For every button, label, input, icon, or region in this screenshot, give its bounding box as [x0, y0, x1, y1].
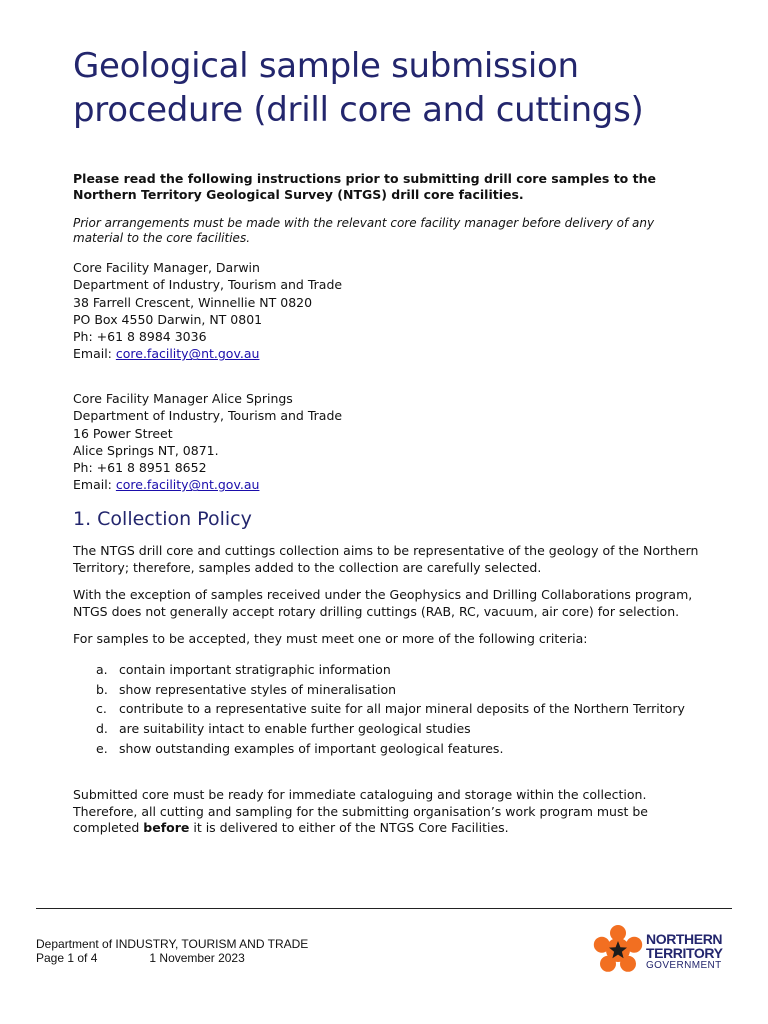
footer	[36, 937, 308, 965]
footer-department: Department of INDUSTRY, TOURISM AND TRADE	[36, 937, 309, 951]
p4-text-before: Submitted core must be ready for immediate cataloguing and storage within the collection. Therefore, all cutting and sampling for the submitting organisation’s work program must be completed	[73, 787, 648, 835]
nt-government-logo	[592, 924, 737, 976]
contact-darwin	[73, 259, 342, 363]
email-label: Email:	[73, 346, 116, 362]
email-link-alice-springs[interactable]: core.facility@nt.gov.au	[115, 477, 260, 493]
paragraph-cuttings-exception: With the exception of samples received under the Geophysics and Drilling Collaborations program, NTGS does not generally accept rotary drilling cuttings (RAB, RC, vacuum, air core) for selection.	[73, 587, 693, 619]
section-heading-collection-policy: 1. Collection Policy	[73, 508, 252, 530]
list-marker: d.	[96, 721, 108, 737]
footer-page-row	[36, 951, 308, 965]
contact-email-row	[73, 476, 342, 493]
contact-line: Core Facility Manager Alice Springs	[73, 391, 293, 406]
logo-line-government: GOVERNMENT	[646, 960, 722, 971]
email-label: Email:	[73, 477, 116, 493]
contact-line: Department of Industry, Tourism and Trade	[73, 408, 343, 424]
intro-prior-arrangements: Prior arrangements must be made with the relevant core facility manager before delivery of any material to the core facilities.	[73, 216, 655, 245]
criteria-list	[73, 660, 685, 759]
list-item	[73, 739, 685, 759]
list-item	[73, 699, 685, 719]
list-marker: a.	[96, 662, 108, 677]
list-item	[73, 719, 685, 739]
logo-line-territory: TERRITORY	[646, 945, 723, 961]
paragraph-collection-aims: The NTGS drill core and cuttings collection aims to be representative of the geology of the Northern Territory; therefore, samples added to the collection are carefully selected.	[73, 543, 699, 575]
desert-rose-icon	[592, 924, 644, 976]
p4-text-after: it is delivered to either of the NTGS Core Facilities.	[189, 820, 509, 835]
paragraph-criteria-intro: For samples to be accepted, they must meet one or more of the following criteria:	[73, 631, 588, 646]
contact-alice-springs	[73, 390, 342, 494]
list-marker: e.	[96, 740, 108, 756]
list-item	[73, 680, 685, 700]
list-item	[73, 660, 685, 680]
contact-phone: Ph: +61 8 8984 3036	[73, 329, 207, 345]
contact-line: 38 Farrell Crescent, Winnellie NT 0820	[73, 294, 313, 310]
logo-line-northern: NORTHERN	[646, 931, 723, 947]
list-item-text: show outstanding examples of important geological features.	[119, 740, 504, 756]
contact-line: Department of Industry, Tourism and Trade	[73, 277, 343, 293]
logo-wordmark	[646, 932, 723, 971]
footer-divider	[36, 908, 732, 909]
contact-email-row	[73, 345, 342, 362]
paragraph-submission-readiness	[73, 787, 703, 837]
contact-line: Alice Springs NT, 0871.	[73, 442, 219, 458]
p4-emphasis: before	[143, 820, 190, 835]
list-marker: b.	[96, 681, 108, 697]
list-item-text: contribute to a representative suite for all major mineral deposits of the Northern Territory	[119, 701, 685, 717]
contact-phone: Ph: +61 8 8951 8652	[73, 460, 207, 476]
list-item-text: contain important stratigraphic information	[119, 662, 391, 677]
intro-instructions: Please read the following instructions prior to submitting drill core samples to the Northern Territory Geological Survey (NTGS) drill core facilities.	[73, 171, 656, 202]
list-item-text: show representative styles of mineralisation	[119, 681, 397, 697]
email-link-darwin[interactable]: core.facility@nt.gov.au	[115, 346, 260, 362]
contact-line: PO Box 4550 Darwin, NT 0801	[73, 311, 263, 327]
contact-line: Core Facility Manager, Darwin	[73, 260, 260, 275]
document-title: Geological sample submission procedure (drill core and cuttings)	[73, 46, 644, 130]
list-marker: c.	[96, 701, 107, 717]
list-item-text: are suitability intact to enable further geological studies	[119, 721, 471, 737]
footer-page-number: Page 1 of 4	[36, 951, 98, 965]
footer-date: 1 November 2023	[149, 951, 245, 965]
contact-line: 16 Power Street	[73, 425, 173, 441]
